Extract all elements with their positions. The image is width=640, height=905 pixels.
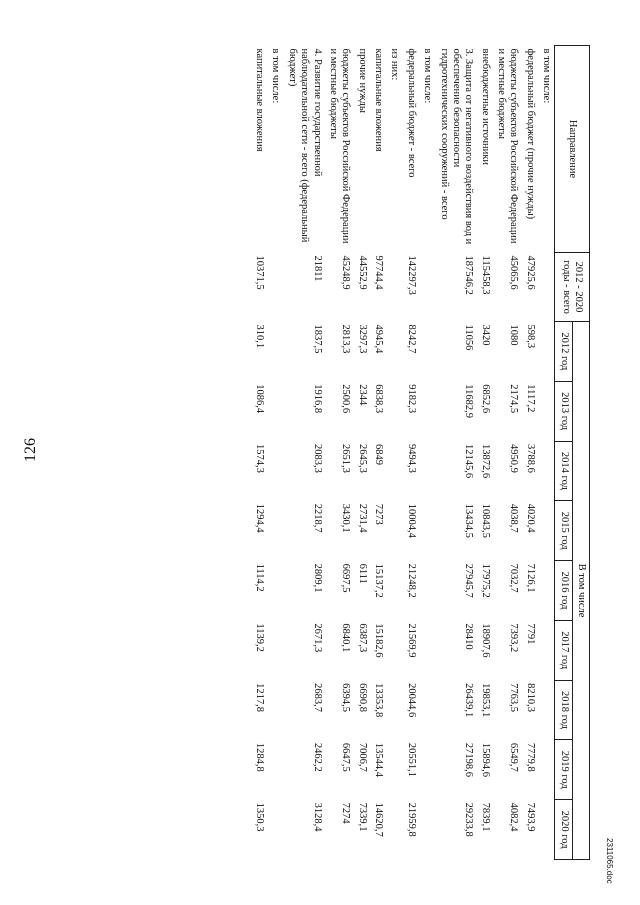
row-total-cell <box>538 253 555 322</box>
table-row <box>353 46 369 860</box>
row-year-cell: 7339,1 <box>356 802 368 832</box>
row-year-cell: 2645,3 <box>356 444 368 473</box>
row-year-cell <box>538 740 555 800</box>
row-year-cell: 13434,5 <box>463 503 475 538</box>
row-year-cell <box>267 501 283 561</box>
row-total-cell: 45248,9 <box>340 255 352 290</box>
row-year-cell <box>267 680 283 740</box>
row-year-cell: 1837,5 <box>311 324 323 354</box>
rotated-table-container <box>102 45 590 860</box>
row-label: 4. Развитие государственной наблюдательной сети - всего (федеральный бюджет) <box>286 48 323 243</box>
row-year-cell <box>267 740 283 800</box>
row-year-cell: 9182,3 <box>405 384 417 414</box>
row-year-cell <box>386 620 402 680</box>
header-total: 2012 - 2020 годы - всего <box>555 253 590 322</box>
row-year-cell: 11682,9 <box>463 384 475 419</box>
row-year-cell: 6849 <box>373 444 385 466</box>
row-year-cell: 12145,6 <box>463 444 475 479</box>
row-label: бюджеты субъектов Российской Федерации и местные бюджеты <box>496 48 520 244</box>
row-year-cell <box>386 501 402 561</box>
table-row <box>522 46 538 860</box>
table-row <box>403 46 419 860</box>
row-year-cell <box>419 322 435 382</box>
table-row <box>325 46 354 860</box>
row-year-cell: 7032,7 <box>508 563 520 593</box>
row-year-cell: 1284,8 <box>254 742 266 772</box>
row-year-cell: 6838,3 <box>373 384 385 414</box>
page-number: 126 <box>22 438 39 462</box>
row-year-cell: 7273 <box>373 503 385 525</box>
row-year-cell: 26439,1 <box>463 683 475 718</box>
row-year-cell: 7274 <box>340 802 352 824</box>
row-year-cell: 7763,5 <box>508 683 520 712</box>
row-year-cell: 14620,7 <box>373 802 385 837</box>
row-year-cell: 7126,1 <box>524 563 536 593</box>
row-year-cell: 27198,6 <box>463 742 475 777</box>
footer-code-wrap <box>602 838 616 898</box>
row-total-cell: 21811 <box>311 255 323 282</box>
row-year-cell: 1117,2 <box>524 384 536 413</box>
row-year-cell: 2344 <box>356 384 368 406</box>
row-year-cell: 1294,4 <box>254 503 266 533</box>
row-year-cell <box>386 680 402 740</box>
row-year-cell: 4945,4 <box>373 324 385 354</box>
row-year-cell: 4950,9 <box>508 444 520 473</box>
row-label: бюджеты субъектов Российской Федерации и местные бюджеты <box>328 48 352 244</box>
row-year-cell <box>267 381 283 441</box>
row-year-cell <box>386 561 402 621</box>
row-year-cell <box>538 561 555 621</box>
row-year-cell <box>386 381 402 441</box>
budget-table <box>251 45 590 860</box>
row-year-cell: 2500,6 <box>340 384 352 414</box>
row-year-cell <box>538 680 555 740</box>
row-year-cell: 8242,7 <box>405 324 417 354</box>
row-year-cell: 2731,4 <box>356 503 368 533</box>
row-year-cell: 7791 <box>524 623 536 645</box>
row-total-cell: 47925,6 <box>524 255 536 290</box>
row-year-cell: 6387,3 <box>356 623 368 653</box>
row-total-cell: 115458,3 <box>479 255 491 295</box>
row-year-cell: 13353,8 <box>373 683 385 718</box>
row-year-cell: 7493,9 <box>524 802 536 832</box>
row-year-cell <box>267 561 283 621</box>
row-year-cell: 1574,3 <box>254 444 266 473</box>
header-year: 2014 год <box>555 441 572 501</box>
table-row <box>476 46 492 860</box>
row-year-cell: 6840,1 <box>340 623 352 653</box>
table-row <box>267 46 283 860</box>
row-total-cell: 10371,5 <box>254 255 266 290</box>
row-year-cell: 13544,4 <box>373 742 385 777</box>
row-label: федеральный бюджет - всего <box>405 48 417 178</box>
row-year-cell <box>538 501 555 561</box>
row-year-cell: 11056 <box>463 324 475 351</box>
row-year-cell: 2174,5 <box>508 384 520 414</box>
row-total-cell: 45065,6 <box>508 255 520 290</box>
row-year-cell <box>419 441 435 501</box>
row-year-cell <box>419 501 435 561</box>
table-row <box>435 46 476 860</box>
row-total-cell <box>267 253 283 322</box>
header-year: 2020 год <box>555 800 572 860</box>
row-year-cell: 15182,6 <box>373 623 385 658</box>
header-direction: Направление <box>555 46 590 253</box>
row-year-cell: 17975,2 <box>479 563 491 598</box>
row-year-cell: 3128,4 <box>311 802 323 832</box>
row-year-cell <box>419 800 435 860</box>
row-year-cell: 1350,3 <box>254 802 266 832</box>
row-year-cell: 9494,3 <box>405 444 417 473</box>
row-year-cell: 1114,2 <box>254 563 266 592</box>
row-year-cell: 6647,5 <box>340 742 352 772</box>
row-year-cell <box>386 441 402 501</box>
row-year-cell: 21569,9 <box>405 623 417 658</box>
row-label: в том числе: <box>422 48 434 104</box>
footer-code: 2311065.doc <box>605 838 614 884</box>
row-year-cell: 13872,6 <box>479 444 491 479</box>
row-year-cell <box>538 800 555 860</box>
row-year-cell: 6852,6 <box>479 384 491 414</box>
row-year-cell: 21959,8 <box>405 802 417 837</box>
row-year-cell <box>267 441 283 501</box>
header-year: 2012 год <box>555 322 572 382</box>
header-group: В том числе <box>572 322 589 860</box>
row-year-cell: 19853,1 <box>479 683 491 718</box>
row-year-cell: 1086,4 <box>254 384 266 414</box>
row-year-cell: 18907,6 <box>479 623 491 658</box>
header-row-1 <box>572 46 589 860</box>
row-label: прочие нужды <box>356 48 368 113</box>
row-year-cell <box>538 441 555 501</box>
row-year-cell: 7006,7 <box>356 742 368 772</box>
row-year-cell <box>419 381 435 441</box>
row-year-cell: 2083,3 <box>311 444 323 473</box>
row-year-cell <box>267 620 283 680</box>
header-year: 2016 год <box>555 561 572 621</box>
row-label: в том числе: <box>270 48 282 104</box>
row-total-cell: 44552,9 <box>356 255 368 290</box>
table-row <box>419 46 435 860</box>
row-year-cell: 21248,2 <box>405 563 417 598</box>
row-year-cell: 2683,7 <box>311 683 323 712</box>
row-label: из них: <box>389 48 401 81</box>
row-year-cell: 2651,3 <box>340 444 352 473</box>
row-year-cell: 598,3 <box>524 324 536 349</box>
row-year-cell: 1916,8 <box>311 384 323 414</box>
row-year-cell: 3420 <box>479 324 491 346</box>
row-year-cell: 7393,2 <box>508 623 520 653</box>
row-year-cell <box>267 322 283 382</box>
row-year-cell: 2671,3 <box>311 623 323 653</box>
row-year-cell <box>386 322 402 382</box>
header-year: 2013 год <box>555 381 572 441</box>
row-year-cell <box>386 800 402 860</box>
row-year-cell <box>419 680 435 740</box>
row-year-cell <box>419 740 435 800</box>
row-total-cell <box>386 253 402 322</box>
header-year: 2015 год <box>555 501 572 561</box>
row-label: федеральный бюджет (прочие нужды) <box>524 48 536 220</box>
row-year-cell <box>538 381 555 441</box>
row-year-cell <box>538 620 555 680</box>
row-year-cell: 3297,3 <box>356 324 368 354</box>
row-total-cell: 142297,3 <box>405 255 417 295</box>
row-year-cell: 4020,4 <box>524 503 536 533</box>
row-year-cell: 2462,2 <box>311 742 323 772</box>
row-year-cell: 6549,7 <box>508 742 520 772</box>
row-year-cell: 15894,6 <box>479 742 491 777</box>
row-year-cell: 7779,8 <box>524 742 536 772</box>
row-year-cell: 3788,6 <box>524 444 536 473</box>
row-year-cell <box>538 322 555 382</box>
header-year: 2019 год <box>555 740 572 800</box>
row-year-cell: 2809,1 <box>311 563 323 593</box>
row-total-cell <box>419 253 435 322</box>
row-year-cell: 8210,3 <box>524 683 536 712</box>
row-year-cell <box>267 800 283 860</box>
row-year-cell: 15137,2 <box>373 563 385 598</box>
row-year-cell: 28410 <box>463 623 475 650</box>
row-year-cell: 310,1 <box>254 324 266 349</box>
row-year-cell: 4038,7 <box>508 503 520 533</box>
row-year-cell: 3430,1 <box>340 503 352 533</box>
row-year-cell: 6111 <box>356 563 368 584</box>
table-row <box>370 46 386 860</box>
table-row <box>493 46 522 860</box>
row-year-cell: 10004,4 <box>405 503 417 538</box>
row-label: капитальные вложения <box>373 48 385 152</box>
row-year-cell: 1139,2 <box>254 623 266 652</box>
table-row <box>386 46 402 860</box>
row-year-cell: 29233,8 <box>463 802 475 837</box>
row-year-cell <box>386 740 402 800</box>
row-year-cell: 7839,1 <box>479 802 491 832</box>
header-year: 2018 год <box>555 680 572 740</box>
table-body <box>251 46 555 860</box>
row-year-cell: 1080 <box>508 324 520 346</box>
row-year-cell: 2218,7 <box>311 503 323 533</box>
row-year-cell: 6690,8 <box>356 683 368 712</box>
table-row <box>284 46 325 860</box>
row-year-cell: 20044,6 <box>405 683 417 718</box>
row-year-cell <box>419 620 435 680</box>
row-year-cell <box>419 561 435 621</box>
row-total-cell: 97744,4 <box>373 255 385 290</box>
row-year-cell: 27945,7 <box>463 563 475 598</box>
header-year: 2017 год <box>555 620 572 680</box>
row-year-cell: 4082,4 <box>508 802 520 832</box>
row-year-cell: 6394,5 <box>340 683 352 712</box>
row-label: в том числе: <box>541 48 553 104</box>
row-label: капитальные вложения <box>254 48 266 152</box>
table-row <box>538 46 555 860</box>
row-year-cell: 10843,5 <box>479 503 491 538</box>
page-number-wrap <box>22 438 42 462</box>
table-row <box>251 46 267 860</box>
row-year-cell: 2813,3 <box>340 324 352 354</box>
row-total-cell: 187546,2 <box>463 255 475 295</box>
row-year-cell: 1217,8 <box>254 683 266 712</box>
row-year-cell: 20551,1 <box>405 742 417 777</box>
row-year-cell: 6697,5 <box>340 563 352 593</box>
row-label: внебюджетные источники <box>479 48 491 166</box>
row-label: 3. Защита от негативного воздействия вод и обеспечение безопасности гидротехнических сооружений - всего <box>438 48 475 245</box>
